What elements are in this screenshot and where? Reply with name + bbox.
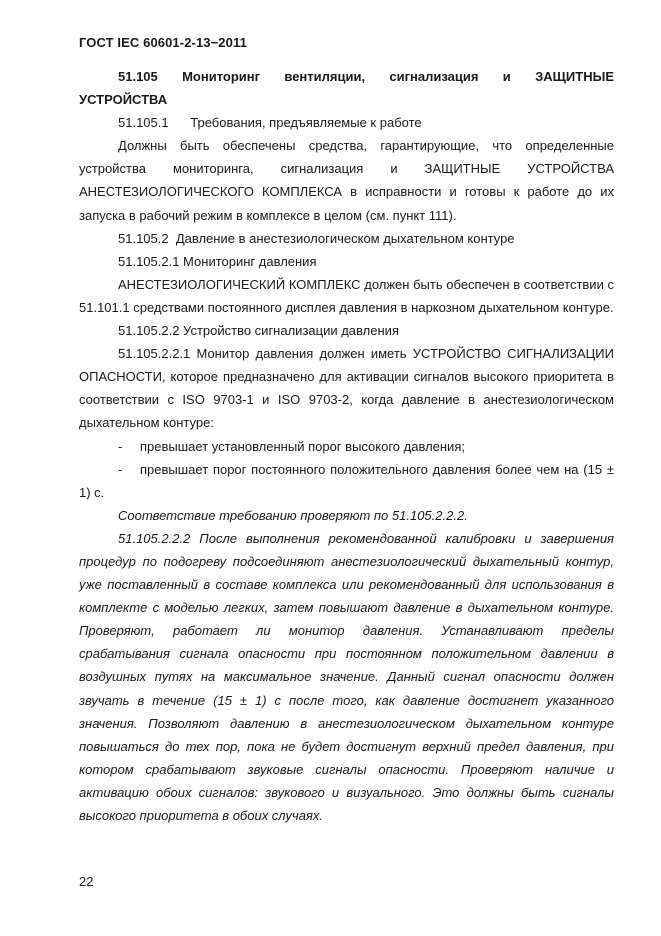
document-header: ГОСТ IEC 60601-2-13−2011	[79, 35, 247, 50]
dash-marker: -	[118, 438, 123, 454]
section-title-line2: УСТРОЙСТВА	[79, 92, 168, 108]
paragraph-test-procedure: 51.105.2.2.2 После выполнения рекомендованной калибровки и завершения процедур по подогреву подсоединяют анестезиологический дыхательный контур, уже поставленный в составе комплекса или рекомендованный для использования в комплекте с моделью легких, затем повышают давление в дыхательном контуре. Проверяют, работает ли монитор давления. Устанавливают пределы срабатывания сигнала опасности при постоянном положительном давлении в воздушных путях на максимальное значение. Данный сигнал опасности должен звучать в течение (15 ± 1) с после того, как давление достигнет указанного значения. Позволяют давлению в анестезиологическом дыхательном контуре повышаться до тех пор, пока не будет достигнут верхний предел давления, при котором срабатывают звуковые сигналы опасности. Проверяют наличие и активацию обоих сигналов: звукового и визуального. Это должны быть сигналы высокого приоритета в обоих случаях.	[79, 530, 614, 823]
document-body	[79, 65, 614, 827]
list-item-text: превышает установленный порог высокого давления;	[140, 438, 465, 454]
paragraph-monitoring: АНЕСТЕЗИОЛОГИЧЕСКИЙ КОМПЛЕКС должен быть обеспечен в соответствии с 51.101.1 средствами постоянного дисплея давления в наркозном дыхательном контуре.	[79, 276, 614, 315]
list-item-text: превышает порог постоянного положительного давления более чем на (15 ± 1) с.	[79, 461, 614, 500]
page-number: 22	[79, 874, 94, 889]
section-title-line1: 51.105 Мониторинг вентиляции, сигнализация и ЗАЩИТНЫЕ	[118, 69, 614, 84]
list-item-continuous-pressure	[79, 458, 614, 504]
paragraph-compliance: Соответствие требованию проверяют по 51.105.2.2.2.	[118, 507, 468, 523]
dash-marker: -	[118, 461, 123, 477]
subsection-heading-monitoring: 51.105.2.1 Мониторинг давления	[118, 253, 317, 269]
paragraph-requirements: Должны быть обеспечены средства, гарантирующие, что определенные устройства мониторинга, сигнализация и ЗАЩИТНЫЕ УСТРОЙСТВА АНЕСТЕЗИОЛОГИЧЕСКОГО КОМПЛЕКСА в исправности и готовы к работе до их запуска в рабочий режим в комплексе в целом (см. пункт 111).	[79, 138, 614, 223]
subsection-heading-alarm: 51.105.2.2 Устройство сигнализации давления	[118, 323, 399, 339]
subsection-heading-pressure: 51.105.2 Давление в анестезиологическом дыхательном контуре	[118, 230, 515, 246]
paragraph-alarm: 51.105.2.2.1 Монитор давления должен иметь УСТРОЙСТВО СИГНАЛИЗАЦИИ ОПАСНОСТИ, которое предназначено для активации сигналов высокого приоритета в соответствии с ISO 9703-1 и ISO 9703-2, когда давление в анестезиологическом дыхательном контуре:	[79, 346, 614, 431]
subsection-heading-requirements: 51.105.1 Требования, предъявляемые к работе	[118, 115, 422, 131]
list-item-high-pressure	[79, 435, 614, 458]
